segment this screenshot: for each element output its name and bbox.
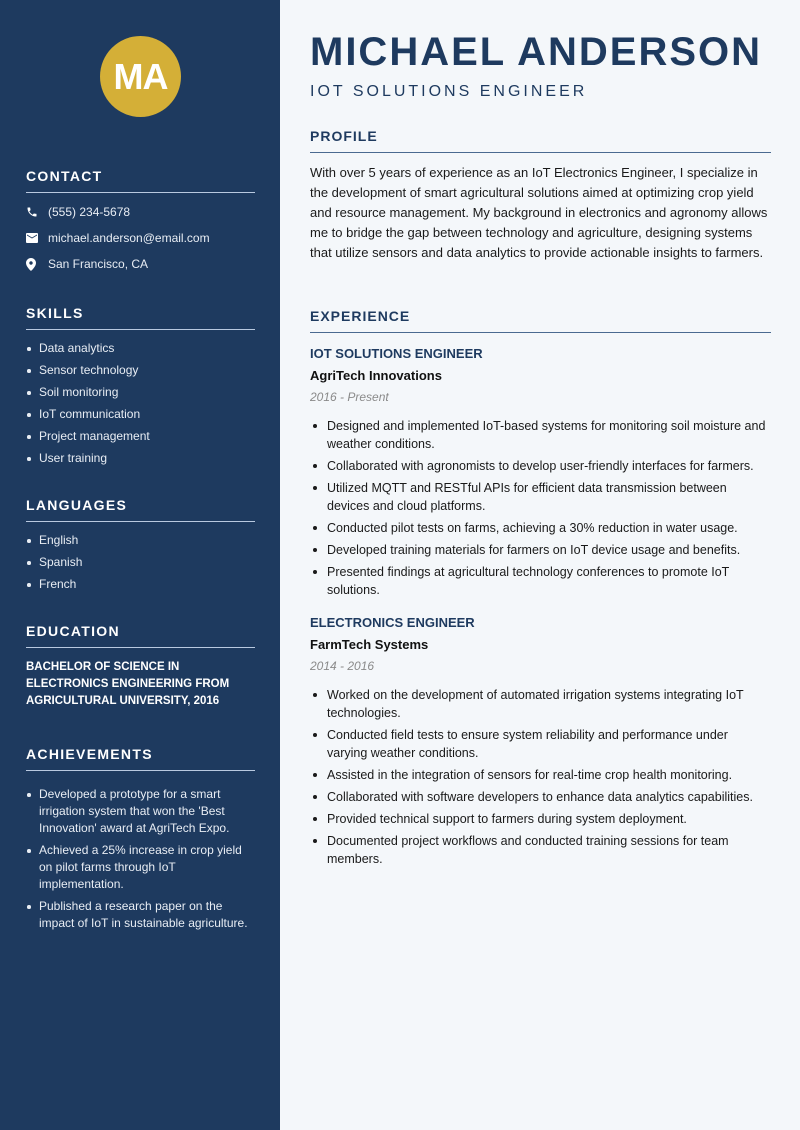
job-bullet: Documented project workflows and conducted training sessions for team members.: [310, 832, 771, 868]
job-bullet: Collaborated with agronomists to develop user-friendly interfaces for farmers.: [310, 457, 771, 475]
avatar: [100, 36, 181, 117]
languages-heading: LANGUAGES: [26, 497, 255, 522]
education-degree: BACHELOR OF SCIENCE IN ELECTRONICS ENGINEERING FROM AGRICULTURAL UNIVERSITY, 2016: [26, 661, 230, 707]
phone-text: (555) 234-5678: [48, 205, 131, 219]
language-item: English: [26, 532, 255, 549]
achievement-item: Developed a prototype for a smart irrigation system that won the 'Best Innovation' award at AgriTech Expo.: [26, 786, 255, 837]
job-bullet: Presented findings at agricultural technology conferences to promote IoT solutions.: [310, 563, 771, 599]
candidate-title: IOT SOLUTIONS ENGINEER: [310, 83, 588, 100]
phone-icon: [26, 206, 48, 218]
job-bullet: Developed training materials for farmers on IoT device usage and benefits.: [310, 541, 771, 559]
education-section: [26, 623, 255, 710]
job-bullet: Assisted in the integration of sensors for real-time crop health monitoring.: [310, 766, 771, 784]
email-text: michael.anderson@email.com: [48, 231, 210, 245]
job-bullet: Conducted pilot tests on farms, achieving a 30% reduction in water usage.: [310, 519, 771, 537]
achievement-item: Published a research paper on the impact of IoT in sustainable agriculture.: [26, 898, 255, 932]
achievements-section: [26, 746, 255, 937]
experience-heading: EXPERIENCE: [310, 308, 771, 333]
job-bullet: Worked on the development of automated irrigation systems integrating IoT technologies.: [310, 686, 771, 722]
avatar-initials: MA: [113, 55, 168, 97]
languages-list: [26, 532, 255, 593]
skills-heading: SKILLS: [26, 305, 255, 330]
skill-item: Soil monitoring: [26, 384, 255, 401]
skill-item: User training: [26, 450, 255, 467]
sidebar: [0, 0, 280, 1130]
job-bullets: [310, 686, 771, 868]
location-pin-icon: [26, 258, 48, 271]
languages-section: [26, 497, 255, 598]
skill-item: Data analytics: [26, 340, 255, 357]
achievements-heading: ACHIEVEMENTS: [26, 746, 255, 771]
profile-heading: PROFILE: [310, 128, 771, 153]
achievement-item: Achieved a 25% increase in crop yield on pilot farms through IoT implementation.: [26, 842, 255, 893]
language-item: Spanish: [26, 554, 255, 571]
contact-location: [26, 251, 255, 277]
skill-item: IoT communication: [26, 406, 255, 423]
skills-list: [26, 340, 255, 467]
job-dates: 2014 - 2016: [310, 659, 375, 673]
job-bullet: Conducted field tests to ensure system reliability and performance under varying weather conditions.: [310, 726, 771, 762]
skill-item: Sensor technology: [26, 362, 255, 379]
job-company: AgriTech Innovations: [310, 368, 442, 383]
contact-heading: CONTACT: [26, 168, 255, 193]
job-company: FarmTech Systems: [310, 637, 429, 652]
contact-phone: [26, 199, 255, 225]
profile-text: With over 5 years of experience as an IoT Electronics Engineer, I specialize in the development of smart agricultural solutions aimed at optimizing crop yield and resource management. My background in electronics and agronomy allows me to bridge the gap between technology and agriculture, designing systems that utilize sensors and data analytics to provide actionable insights to farmers.: [310, 165, 768, 260]
contact-section: [26, 168, 255, 277]
achievements-list: [26, 786, 255, 932]
email-icon: [26, 233, 48, 243]
job-entry: [310, 615, 771, 872]
skills-section: [26, 305, 255, 472]
job-bullets: [310, 417, 771, 599]
location-text: San Francisco, CA: [48, 257, 149, 271]
contact-email: [26, 225, 255, 251]
job-dates: 2016 - Present: [310, 390, 389, 404]
candidate-name: MICHAEL ANDERSON: [310, 30, 763, 74]
job-bullet: Utilized MQTT and RESTful APIs for efficient data transmission between devices and cloud platforms.: [310, 479, 771, 515]
job-entry: [310, 346, 771, 603]
job-bullet: Designed and implemented IoT-based systems for monitoring soil moisture and weather conditions.: [310, 417, 771, 453]
language-item: French: [26, 576, 255, 593]
education-heading: EDUCATION: [26, 623, 255, 648]
skill-item: Project management: [26, 428, 255, 445]
job-bullet: Collaborated with software developers to enhance data analytics capabilities.: [310, 788, 771, 806]
job-role: IOT SOLUTIONS ENGINEER: [310, 346, 483, 361]
job-role: ELECTRONICS ENGINEER: [310, 615, 475, 630]
job-bullet: Provided technical support to farmers during system deployment.: [310, 810, 771, 828]
